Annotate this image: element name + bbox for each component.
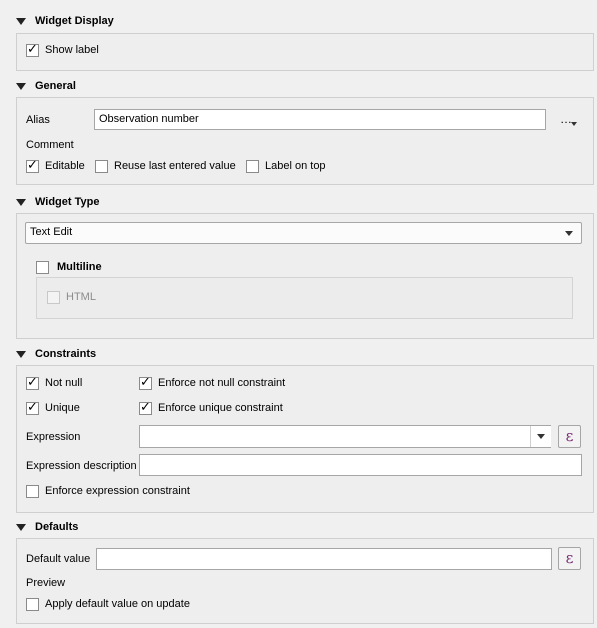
expression-input[interactable] — [139, 425, 551, 448]
widget-display-panel — [16, 33, 594, 71]
collapse-triangle-icon[interactable] — [16, 18, 26, 25]
section-general-header[interactable] — [16, 78, 76, 94]
not-null-text: Not null — [45, 377, 83, 389]
section-defaults-header[interactable] — [16, 519, 78, 535]
preview-label: Preview — [26, 577, 66, 589]
expression-label: Expression — [26, 431, 81, 443]
checkbox-icon[interactable] — [139, 377, 152, 390]
comment-label: Comment — [26, 139, 74, 151]
enforce-not-null-checkbox[interactable] — [139, 375, 285, 391]
html-checkbox — [47, 289, 96, 305]
html-text: HTML — [66, 291, 96, 303]
section-widget-display-header[interactable] — [16, 13, 114, 29]
enforce-expression-text: Enforce expression constraint — [45, 485, 190, 497]
show-label-checkbox[interactable] — [26, 42, 99, 58]
checkbox-icon[interactable] — [26, 44, 39, 57]
checkbox-icon[interactable] — [26, 598, 39, 611]
chevron-down-icon — [571, 122, 577, 126]
multiline-text: Multiline — [57, 261, 102, 273]
ellipsis-icon: … — [560, 112, 572, 126]
editable-text: Editable — [45, 160, 85, 172]
collapse-triangle-icon[interactable] — [16, 83, 26, 90]
multiline-checkbox[interactable] — [36, 259, 102, 275]
expression-dropdown-button[interactable] — [530, 426, 551, 447]
expression-description-label: Expression description — [26, 460, 137, 472]
expression-description-input[interactable] — [139, 454, 582, 476]
chevron-down-icon — [565, 231, 573, 236]
section-title: Defaults — [35, 521, 79, 533]
checkbox-icon[interactable] — [26, 377, 39, 390]
section-title: Constraints — [35, 348, 97, 360]
checkbox-icon[interactable] — [246, 160, 259, 173]
enforce-unique-checkbox[interactable] — [139, 400, 283, 416]
not-null-checkbox[interactable] — [26, 375, 82, 391]
checkbox-icon[interactable] — [139, 402, 152, 415]
unique-checkbox[interactable] — [26, 400, 80, 416]
enforce-not-null-text: Enforce not null constraint — [158, 377, 286, 389]
reuse-last-value-text: Reuse last entered value — [114, 160, 236, 172]
checkbox-icon[interactable] — [26, 485, 39, 498]
default-value-input[interactable] — [96, 548, 552, 570]
section-constraints-header[interactable] — [16, 346, 96, 362]
enforce-expression-checkbox[interactable] — [26, 483, 190, 499]
checkbox-icon[interactable] — [36, 261, 49, 274]
section-title: General — [35, 80, 76, 92]
alias-input[interactable]: Observation number — [94, 109, 546, 130]
section-widget-type-header[interactable] — [16, 194, 99, 210]
epsilon-icon[interactable]: ε — [558, 425, 581, 448]
unique-text: Unique — [45, 402, 80, 414]
reuse-last-value-checkbox[interactable] — [95, 158, 236, 174]
enforce-unique-text: Enforce unique constraint — [158, 402, 283, 414]
section-title: Widget Display — [35, 15, 114, 27]
alias-options-button[interactable] — [558, 111, 580, 129]
widget-type-select[interactable] — [25, 222, 582, 244]
chevron-down-icon — [537, 434, 545, 439]
section-title: Widget Type — [35, 196, 100, 208]
multiline-options-group — [36, 277, 573, 319]
checkbox-icon[interactable] — [26, 160, 39, 173]
checkbox-icon[interactable] — [26, 402, 39, 415]
collapse-triangle-icon[interactable] — [16, 199, 26, 206]
apply-default-on-update-text: Apply default value on update — [45, 598, 190, 610]
show-label-text: Show label — [45, 44, 99, 56]
widget-type-selected: Text Edit — [30, 226, 73, 238]
default-value-label: Default value — [26, 553, 91, 565]
epsilon-icon[interactable]: ε — [558, 547, 581, 570]
label-on-top-checkbox[interactable] — [246, 158, 326, 174]
label-on-top-text: Label on top — [265, 160, 326, 172]
checkbox-icon — [47, 291, 60, 304]
checkbox-icon[interactable] — [95, 160, 108, 173]
collapse-triangle-icon[interactable] — [16, 524, 26, 531]
alias-label: Alias — [26, 114, 50, 126]
collapse-triangle-icon[interactable] — [16, 351, 26, 358]
apply-default-on-update-checkbox[interactable] — [26, 596, 190, 612]
editable-checkbox[interactable] — [26, 158, 85, 174]
